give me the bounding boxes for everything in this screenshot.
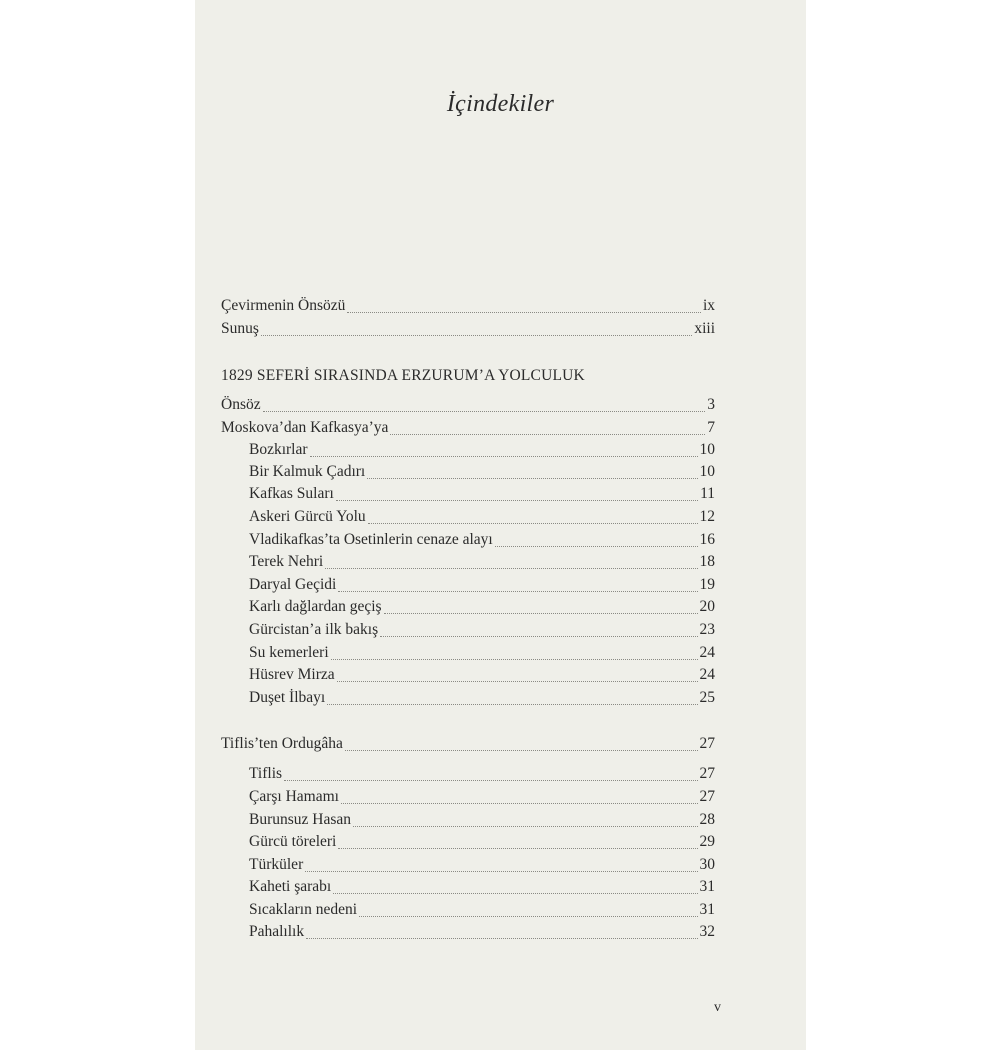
toc-entry-label: Gürcü töreleri <box>249 833 337 850</box>
toc-subentry <box>249 833 715 855</box>
toc-subentry <box>249 765 715 787</box>
toc-entry-label: Duşet İlbayı <box>249 689 326 706</box>
dot-leader <box>367 477 697 479</box>
toc-subentry <box>249 689 715 711</box>
dot-leader <box>337 680 698 682</box>
toc-entry-page: ix <box>702 297 715 314</box>
toc-entry-label: Çarşı Hamamı <box>249 788 339 805</box>
toc-entry-label: Kaheti şarabı <box>249 878 332 895</box>
toc-entry-label: Çevirmenin Önsözü <box>221 297 346 314</box>
page-number: v <box>714 1000 721 1015</box>
section-heading: 1829 SEFERİ SIRASINDA ERZURUM’A YOLCULUK <box>221 367 585 384</box>
dot-leader <box>333 892 697 894</box>
toc-entry-page: 19 <box>699 576 715 593</box>
toc-entry-page: 12 <box>699 508 715 525</box>
toc-entry-page: 32 <box>699 923 715 940</box>
dot-leader <box>345 749 698 751</box>
toc-entry-foreword <box>221 396 715 418</box>
toc-entry-page: 25 <box>699 689 715 706</box>
toc-subentry <box>249 576 715 598</box>
toc-subentry <box>249 788 715 810</box>
dot-leader <box>263 410 706 412</box>
dot-leader <box>384 612 698 614</box>
toc-entry-label: Moskova’dan Kafkasya’ya <box>221 419 389 436</box>
toc-entry-page: xiii <box>694 320 715 337</box>
toc-subentry <box>249 878 715 900</box>
toc-entry-label: Terek Nehri <box>249 553 324 570</box>
dot-leader <box>310 455 698 457</box>
toc-entry-page: 10 <box>699 463 715 480</box>
toc-entry-page: 31 <box>699 901 715 918</box>
toc-subentry <box>249 463 715 485</box>
toc-subentry <box>249 644 715 666</box>
toc-entry-label: Sıcakların nedeni <box>249 901 358 918</box>
dot-leader <box>338 590 697 592</box>
toc-entry-label: Askeri Gürcü Yolu <box>249 508 366 525</box>
toc-entry-label: Hüsrev Mirza <box>249 666 335 683</box>
toc-subentry <box>249 621 715 643</box>
toc-entry-label: Vladikafkas’ta Osetinlerin cenaze alayı <box>249 531 493 548</box>
dot-leader <box>331 658 698 660</box>
toc-entry-label: Bir Kalmuk Çadırı <box>249 463 366 480</box>
toc-entry-label: Sunuş <box>221 320 259 337</box>
toc-subentry <box>249 553 715 575</box>
toc-subentry <box>249 508 715 530</box>
toc-entry-label: Gürcistan’a ilk bakış <box>249 621 379 638</box>
toc-entry-page: 24 <box>699 666 715 683</box>
toc-entry-page: 24 <box>699 644 715 661</box>
toc-subentry <box>249 485 715 507</box>
toc-entry-label: Önsöz <box>221 396 261 413</box>
dot-leader <box>284 779 697 781</box>
toc-entry-page: 7 <box>707 419 715 436</box>
toc-entry-chapter-1 <box>221 419 715 441</box>
dot-leader <box>353 825 697 827</box>
toc-subentry <box>249 598 715 620</box>
toc-entry-page: 23 <box>699 621 715 638</box>
dot-leader <box>306 937 697 939</box>
toc-entry-page: 31 <box>699 878 715 895</box>
dot-leader <box>495 545 698 547</box>
dot-leader <box>261 334 692 336</box>
toc-entry-chapter-2 <box>221 735 715 757</box>
dot-leader <box>327 703 697 705</box>
toc-subentry <box>249 531 715 553</box>
toc-entry-label: Türküler <box>249 856 304 873</box>
dot-leader <box>336 499 698 501</box>
toc-entry-page: 30 <box>699 856 715 873</box>
toc-entry-preface <box>221 297 715 319</box>
dot-leader <box>380 635 697 637</box>
page-title: İçindekiler <box>446 91 555 117</box>
toc-entry-label: Kafkas Suları <box>249 485 334 502</box>
toc-entry-label: Bozkırlar <box>249 441 308 458</box>
toc-entry-page: 27 <box>699 788 715 805</box>
dot-leader <box>359 915 697 917</box>
dot-leader <box>305 870 697 872</box>
toc-entry-presentation <box>221 320 715 342</box>
book-page <box>195 0 806 1050</box>
toc-subentry <box>249 901 715 923</box>
toc-entry-label: Pahalılık <box>249 923 305 940</box>
dot-leader <box>341 802 698 804</box>
toc-entry-page: 3 <box>707 396 715 413</box>
toc-entry-label: Su kemerleri <box>249 644 329 661</box>
dot-leader <box>325 567 697 569</box>
dot-leader <box>390 433 705 435</box>
toc-entry-label: Tiflis <box>249 765 283 782</box>
toc-subentry <box>249 856 715 878</box>
toc-entry-page: 18 <box>699 553 715 570</box>
toc-entry-page: 10 <box>699 441 715 458</box>
toc-entry-label: Burunsuz Hasan <box>249 811 352 828</box>
toc-entry-page: 11 <box>700 485 715 502</box>
toc-subentry <box>249 666 715 688</box>
toc-entry-page: 29 <box>699 833 715 850</box>
toc-entry-page: 16 <box>699 531 715 548</box>
toc-entry-page: 27 <box>699 765 715 782</box>
dot-leader <box>347 311 701 313</box>
dot-leader <box>368 522 698 524</box>
toc-entry-label: Karlı dağlardan geçiş <box>249 598 382 615</box>
dot-leader <box>338 847 697 849</box>
toc-subentry <box>249 441 715 463</box>
toc-subentry <box>249 811 715 833</box>
toc-entry-page: 20 <box>699 598 715 615</box>
toc-subentry <box>249 923 715 945</box>
toc-entry-page: 27 <box>699 735 715 752</box>
toc-entry-label: Tiflis’ten Ordugâha <box>221 735 343 752</box>
toc-entry-page: 28 <box>699 811 715 828</box>
toc-entry-label: Daryal Geçidi <box>249 576 337 593</box>
